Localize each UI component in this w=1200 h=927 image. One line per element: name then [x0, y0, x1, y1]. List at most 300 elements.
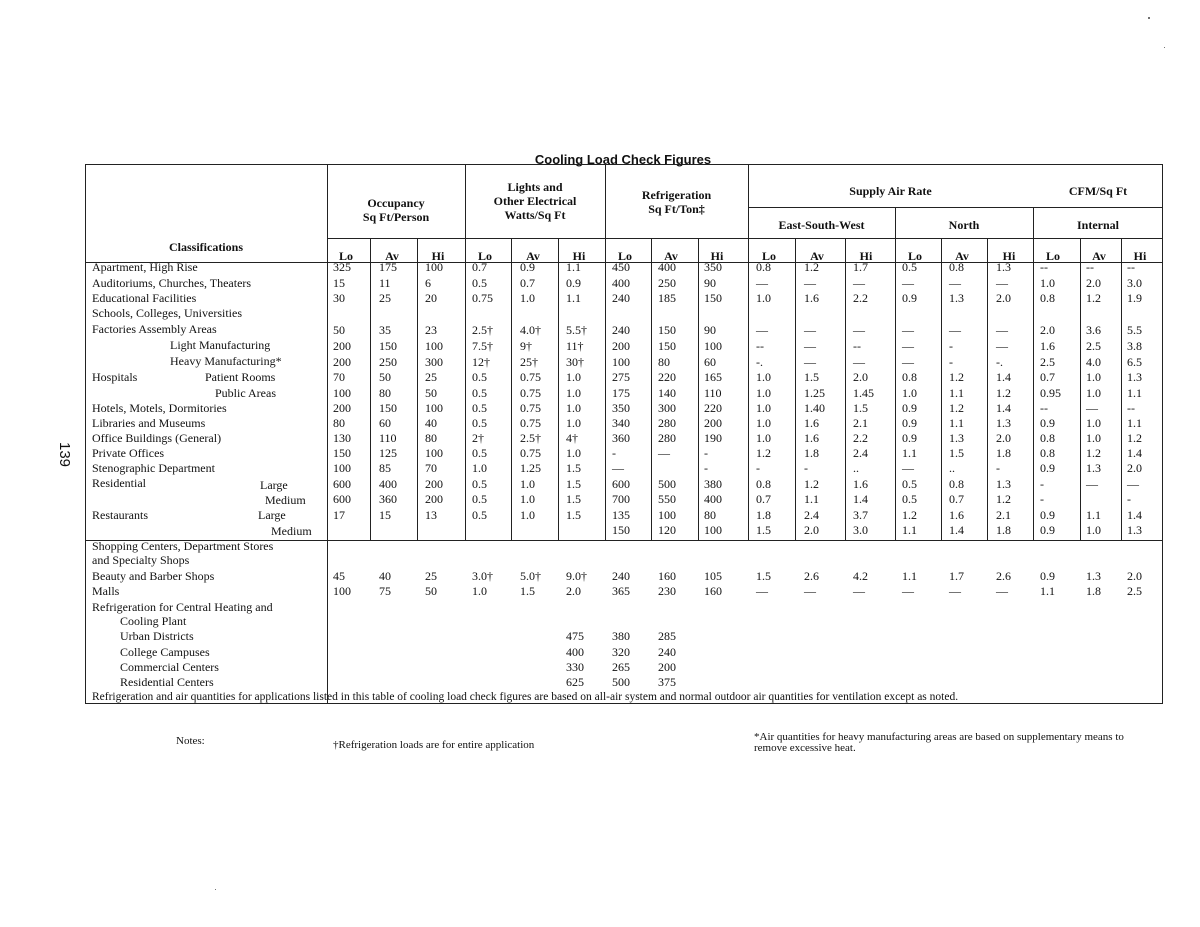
column-header-hi: Hi [710, 249, 724, 263]
table-cell: 100 [333, 461, 351, 475]
table-cell: 1.0 [1086, 416, 1101, 430]
scan-speck [215, 889, 216, 890]
table-cell: 1.2 [996, 492, 1011, 506]
table-cell: 1.3 [1127, 523, 1142, 537]
label-factories: Factories Assembly Areas [92, 322, 217, 336]
table-cell: 0.9 [902, 416, 917, 430]
table-cell: — [902, 584, 914, 598]
table-cell: 15 [379, 508, 391, 522]
table-cell: 5.0† [520, 569, 541, 583]
label-hotels: Hotels, Motels, Dormitories [92, 401, 227, 415]
table-cell: 50 [425, 584, 437, 598]
table-cell: 275 [612, 370, 630, 384]
table-cell: -. [756, 355, 763, 369]
table-cell: 1.45 [853, 386, 874, 400]
table-cell: 0.8 [949, 260, 964, 274]
table-cell: 600 [612, 477, 630, 491]
table-cell: 23 [425, 323, 437, 337]
table-cell: 0.8 [949, 477, 964, 491]
label-stenographic: Stenographic Department [92, 461, 215, 475]
table-cell: 1.1 [1040, 584, 1055, 598]
table-cell: 80 [379, 386, 391, 400]
label-educational: Educational Facilities [92, 291, 197, 305]
table-cell: 0.5 [472, 370, 487, 384]
table-cell: 3.8 [1127, 339, 1142, 353]
table-cell: 1.1 [566, 291, 581, 305]
table-cell: 150 [379, 339, 397, 353]
table-cell: 90 [704, 323, 716, 337]
table-cell: 0.7 [520, 276, 535, 290]
table-cell: — [902, 323, 914, 337]
table-cell: 340 [612, 416, 630, 430]
table-cell: 250 [658, 276, 676, 290]
table-cell: 0.5 [902, 260, 917, 274]
table-cell: 0.7 [472, 260, 487, 274]
table-cell: 2.5† [472, 323, 493, 337]
header-lights [465, 180, 605, 222]
table-cell: 0.9 [566, 276, 581, 290]
table-cell: 3.0† [472, 569, 493, 583]
table-cell: 4† [566, 431, 578, 445]
table-cell: 1.5 [949, 446, 964, 460]
table-cell: 150 [704, 291, 722, 305]
table-cell: 220 [704, 401, 722, 415]
table-cell: — [996, 276, 1008, 290]
table-cell: 1.9 [1127, 291, 1142, 305]
table-cell: 500 [612, 675, 630, 689]
label-specialty-shops: and Specialty Shops [92, 553, 190, 567]
table-cell: — [902, 339, 914, 353]
table-cell: 1.1 [902, 523, 917, 537]
table-cell: — [756, 584, 768, 598]
table-cell: 240 [612, 323, 630, 337]
table-cell: 0.9 [520, 260, 535, 274]
table-cell: 0.95 [1040, 386, 1061, 400]
table-cell: 1.5 [566, 461, 581, 475]
table-cell: 3.7 [853, 508, 868, 522]
table-cell: 300 [658, 401, 676, 415]
table-cell: 1.0 [756, 370, 771, 384]
table-cell: 0.9 [1040, 569, 1055, 583]
table-cell: 0.9 [902, 291, 917, 305]
table-title: Cooling Load Check Figures [534, 152, 712, 167]
notes-label: Notes: [176, 735, 205, 747]
table-cell: — [902, 355, 914, 369]
table-cell: 9† [520, 339, 532, 353]
table-cell: 1.0 [1086, 386, 1101, 400]
table-cell: 2.0 [804, 523, 819, 537]
table-cell: - [804, 461, 808, 475]
table-cell: 1.0 [520, 291, 535, 305]
table-cell: 320 [612, 645, 630, 659]
table-cell: 1.0 [756, 386, 771, 400]
table-cell: 1.6 [804, 431, 819, 445]
table-cell: 0.7 [1040, 370, 1055, 384]
column-header-av: Av [526, 249, 540, 263]
table-cell: 25 [425, 569, 437, 583]
table-cell: 25† [520, 355, 538, 369]
table-cell: 1.2 [949, 401, 964, 415]
table-cell: 0.8 [756, 260, 771, 274]
label-cooling-plant: Cooling Plant [120, 614, 187, 628]
table-cell: 0.5 [902, 477, 917, 491]
table-cell: 365 [612, 584, 630, 598]
table-cell: 7.5† [472, 339, 493, 353]
table-cell: 2.0 [1086, 276, 1101, 290]
label-public-areas: Public Areas [215, 386, 276, 400]
table-cell: 1.0 [566, 416, 581, 430]
table-cell: 280 [658, 431, 676, 445]
table-cell: 5.5† [566, 323, 587, 337]
table-cell: 200 [658, 660, 676, 674]
table-cell: 100 [704, 339, 722, 353]
table-cell: -- [853, 339, 861, 353]
table-cell: 2.0 [996, 291, 1011, 305]
column-header-lo: Lo [338, 249, 353, 263]
table-cell: 165 [704, 370, 722, 384]
table-cell: 80 [425, 431, 437, 445]
column-divider [1121, 238, 1122, 540]
footnote: Refrigeration and air quantities for applications listed in this table of cooling load check figures are based on all-air system and normal outdoor air quantities for ventilation except as noted. [92, 691, 959, 703]
table-cell: 11† [566, 339, 584, 353]
table-cell: 80 [704, 508, 716, 522]
table-cell: 1.1 [566, 260, 581, 274]
column-header-av: Av [955, 249, 969, 263]
header-classifications: Classifications [168, 240, 243, 254]
table-cell: 1.0 [756, 291, 771, 305]
table-cell: 0.7 [756, 492, 771, 506]
column-divider [698, 238, 699, 540]
table-cell: 1.3 [996, 416, 1011, 430]
table-cell: 2.4 [804, 508, 819, 522]
column-header-hi: Hi [859, 249, 873, 263]
table-cell: 1.2 [1086, 291, 1101, 305]
table-cell: 5.5 [1127, 323, 1142, 337]
table-cell: 1.0 [566, 370, 581, 384]
table-cell: 1.5 [756, 523, 771, 537]
table-cell: 1.25 [804, 386, 825, 400]
table-cell: 400 [612, 276, 630, 290]
table-cell: — [804, 323, 816, 337]
table-cell: 1.40 [804, 401, 825, 415]
table-cell: 0.75 [520, 446, 541, 460]
table-cell: 185 [658, 291, 676, 305]
table-cell: 100 [333, 386, 351, 400]
table-cell: 0.5 [902, 492, 917, 506]
table-cell: .. [853, 461, 859, 475]
column-header-hi: Hi [1002, 249, 1016, 263]
table-cell: — [853, 323, 865, 337]
table-cell: 1.6 [1040, 339, 1055, 353]
table-cell: 2.0 [566, 584, 581, 598]
divider [748, 207, 1163, 208]
table-cell: 150 [658, 339, 676, 353]
label-commercial-centers: Commercial Centers [120, 660, 219, 674]
table-cell: — [756, 323, 768, 337]
header-esw: East-South-West [778, 218, 865, 232]
table-cell: 1.4 [996, 401, 1011, 415]
table-cell: 13 [425, 508, 437, 522]
column-divider [1080, 238, 1081, 540]
divider [327, 238, 1163, 239]
table-cell: - [612, 446, 616, 460]
table-cell: — [804, 584, 816, 598]
table-cell: 40 [379, 569, 391, 583]
table-cell: 175 [379, 260, 397, 274]
table-cell: 380 [612, 629, 630, 643]
table-cell: — [996, 339, 1008, 353]
table-cell: — [1086, 477, 1098, 491]
table-cell: 3.0 [853, 523, 868, 537]
table-cell: 1.0 [520, 477, 535, 491]
table-cell: 0.9 [1040, 523, 1055, 537]
table-cell: 0.75 [520, 401, 541, 415]
table-cell: 230 [658, 584, 676, 598]
table-cell: 100 [612, 355, 630, 369]
table-cell: 1.1 [902, 446, 917, 460]
table-cell: 1.5 [566, 492, 581, 506]
table-cell: 400 [704, 492, 722, 506]
table-cell: 1.7 [853, 260, 868, 274]
table-cell: 150 [333, 446, 351, 460]
table-cell: 11 [379, 276, 391, 290]
label-private-offices: Private Offices [92, 446, 165, 460]
column-header-lo: Lo [477, 249, 492, 263]
column-header-hi: Hi [1133, 249, 1147, 263]
table-cell: 450 [612, 260, 630, 274]
label-beauty-barber: Beauty and Barber Shops [92, 569, 215, 583]
table-cell: 400 [566, 645, 584, 659]
table-cell: 2.0 [1127, 461, 1142, 475]
table-cell: 1.8 [804, 446, 819, 460]
header-lights-line3: Watts/Sq Ft [504, 208, 566, 222]
table-cell: 600 [333, 477, 351, 491]
table-cell: 475 [566, 629, 584, 643]
table-cell: 330 [566, 660, 584, 674]
table-cell: 0.9 [902, 431, 917, 445]
table-cell: 25 [425, 370, 437, 384]
table-cell: 1.8 [996, 523, 1011, 537]
table-cell: 1.6 [804, 291, 819, 305]
table-cell: 2.6 [996, 569, 1011, 583]
table-cell: 150 [658, 323, 676, 337]
table-cell: 0.9 [1040, 416, 1055, 430]
column-header-lo: Lo [761, 249, 776, 263]
table-cell: — [853, 584, 865, 598]
table-cell: 80 [658, 355, 670, 369]
table-cell: 160 [658, 569, 676, 583]
table-cell: 360 [379, 492, 397, 506]
table-cell: 1.0 [520, 508, 535, 522]
table-cell: -- [1127, 401, 1135, 415]
page-number: 139 [56, 441, 74, 468]
table-cell: 2.2 [853, 431, 868, 445]
label-residential-centers: Residential Centers [120, 675, 214, 689]
table-cell: 70 [333, 370, 345, 384]
table-cell: 200 [612, 339, 630, 353]
table-cell: 1.1 [1086, 508, 1101, 522]
table-cell: 240 [612, 569, 630, 583]
table-cell: 2.5 [1040, 355, 1055, 369]
table-cell: 1.5 [566, 477, 581, 491]
table-cell: -- [1040, 260, 1048, 274]
table-cell: 0.5 [472, 401, 487, 415]
table-cell: 1.0 [1086, 523, 1101, 537]
table-cell: — [804, 276, 816, 290]
table-cell: 140 [658, 386, 676, 400]
table-cell: 135 [612, 508, 630, 522]
table-cell: 0.5 [472, 492, 487, 506]
table-cell: 100 [425, 260, 443, 274]
table-cell: 4.2 [853, 569, 868, 583]
header-refrigeration-line1: Refrigeration [641, 188, 712, 202]
table-cell: 0.75 [520, 416, 541, 430]
table-cell: - [949, 355, 953, 369]
table-cell: 250 [379, 355, 397, 369]
table-cell: 75 [379, 584, 391, 598]
table-cell: — [949, 276, 961, 290]
table-cell: 360 [612, 431, 630, 445]
column-divider [370, 238, 371, 540]
table-cell: 1.2 [1086, 446, 1101, 460]
table-cell: 625 [566, 675, 584, 689]
table-cell: 1.1 [902, 569, 917, 583]
label-restaurants-large: Large [258, 508, 286, 522]
header-refrigeration-line2: Sq Ft/Ton‡ [648, 202, 705, 216]
label-malls: Malls [92, 584, 120, 598]
table-cell: 100 [333, 584, 351, 598]
table-cell: 175 [612, 386, 630, 400]
table-cell: 200 [425, 492, 443, 506]
table-cell: 90 [704, 276, 716, 290]
table-cell: - [704, 446, 708, 460]
table-cell: 100 [425, 446, 443, 460]
table-cell: 1.3 [1127, 370, 1142, 384]
table-cell: 1.0 [566, 401, 581, 415]
table-cell: 1.6 [804, 416, 819, 430]
table-cell: 0.75 [520, 386, 541, 400]
table-cell: 3.6 [1086, 323, 1101, 337]
table-cell: 0.75 [472, 291, 493, 305]
table-cell: 0.5 [472, 386, 487, 400]
column-header-lo: Lo [907, 249, 922, 263]
table-cell: 0.7 [949, 492, 964, 506]
table-cell: — [853, 276, 865, 290]
table-cell: 0.5 [472, 508, 487, 522]
table-cell: 100 [425, 339, 443, 353]
table-cell: 1.6 [949, 508, 964, 522]
table-cell: 1.3 [996, 260, 1011, 274]
table-cell: — [804, 339, 816, 353]
table-cell: 375 [658, 675, 676, 689]
table-cell: 380 [704, 477, 722, 491]
table-cell: 1.0 [1086, 370, 1101, 384]
label-residential: Residential [92, 476, 146, 490]
header-lights-line2: Other Electrical [493, 194, 577, 208]
table-cell: 2.0 [1127, 569, 1142, 583]
table-cell: 300 [425, 355, 443, 369]
table-cell: 280 [658, 416, 676, 430]
table-cell: 1.7 [949, 569, 964, 583]
column-header-av: Av [664, 249, 678, 263]
table-cell: 0.8 [1040, 446, 1055, 460]
column-divider [845, 238, 846, 540]
column-header-av: Av [1092, 249, 1106, 263]
table-cell: 70 [425, 461, 437, 475]
table-cell: 200 [425, 477, 443, 491]
table-cell: 1.2 [996, 386, 1011, 400]
table-cell: 2.2 [853, 291, 868, 305]
table-cell: - [1040, 477, 1044, 491]
table-cell: 1.0 [902, 386, 917, 400]
table-cell: 110 [704, 386, 722, 400]
table-cell: 150 [612, 523, 630, 537]
table-cell: 160 [704, 584, 722, 598]
note-star: *Air quantities for heavy manufacturing areas are based on supplementary means to remove excessive heat. [754, 731, 1124, 754]
table-cell: .. [949, 461, 955, 475]
table-cell: 1.1 [949, 416, 964, 430]
table-cell: 35 [379, 323, 391, 337]
table-cell: 20 [425, 291, 437, 305]
table-cell: -- [1086, 260, 1094, 274]
table-cell: 1.0 [1086, 431, 1101, 445]
header-supply-air: Supply Air Rate [849, 184, 932, 198]
table-cell: - [756, 461, 760, 475]
table-cell: 1.5 [566, 508, 581, 522]
table-cell: 1.0 [756, 431, 771, 445]
table-cell: 265 [612, 660, 630, 674]
column-header-av: Av [810, 249, 824, 263]
table-cell: 1.4 [1127, 508, 1142, 522]
table-cell: 1.3 [1086, 569, 1101, 583]
table-cell: 45 [333, 569, 345, 583]
table-cell: 1.0 [756, 416, 771, 430]
table-cell: -- [1127, 260, 1135, 274]
label-restaurants: Restaurants [92, 508, 148, 522]
label-apartment: Apartment, High Rise [92, 260, 198, 274]
table-cell: 125 [379, 446, 397, 460]
table-cell: 1.2 [949, 370, 964, 384]
scan-speck [1148, 17, 1150, 19]
label-urban-districts: Urban Districts [120, 629, 194, 643]
table-cell: -- [756, 339, 764, 353]
table-cell: 1.3 [1086, 461, 1101, 475]
table-cell: 1.2 [902, 508, 917, 522]
column-divider [795, 238, 796, 540]
table-cell: 1.1 [949, 386, 964, 400]
table-cell: 1.8 [756, 508, 771, 522]
column-header-lo: Lo [617, 249, 632, 263]
column-header-lo: Lo [1045, 249, 1060, 263]
column-header-av: Av [385, 249, 399, 263]
label-light-manufacturing: Light Manufacturing [170, 338, 271, 352]
table-cell: 0.8 [902, 370, 917, 384]
table-cell: 1.0 [472, 461, 487, 475]
label-patient-rooms: Patient Rooms [205, 370, 276, 384]
table-cell: 550 [658, 492, 676, 506]
table-cell: — [996, 323, 1008, 337]
table-cell: 1.0 [566, 386, 581, 400]
header-refrigeration [605, 188, 748, 216]
table-cell: 220 [658, 370, 676, 384]
table-cell: 120 [658, 523, 676, 537]
table-cell: 0.75 [520, 370, 541, 384]
table-cell: — [949, 323, 961, 337]
table-cell: 4.0 [1086, 355, 1101, 369]
table-cell: 1.6 [853, 477, 868, 491]
column-divider [987, 238, 988, 540]
label-refrigeration-central: Refrigeration for Central Heating and [92, 600, 273, 614]
